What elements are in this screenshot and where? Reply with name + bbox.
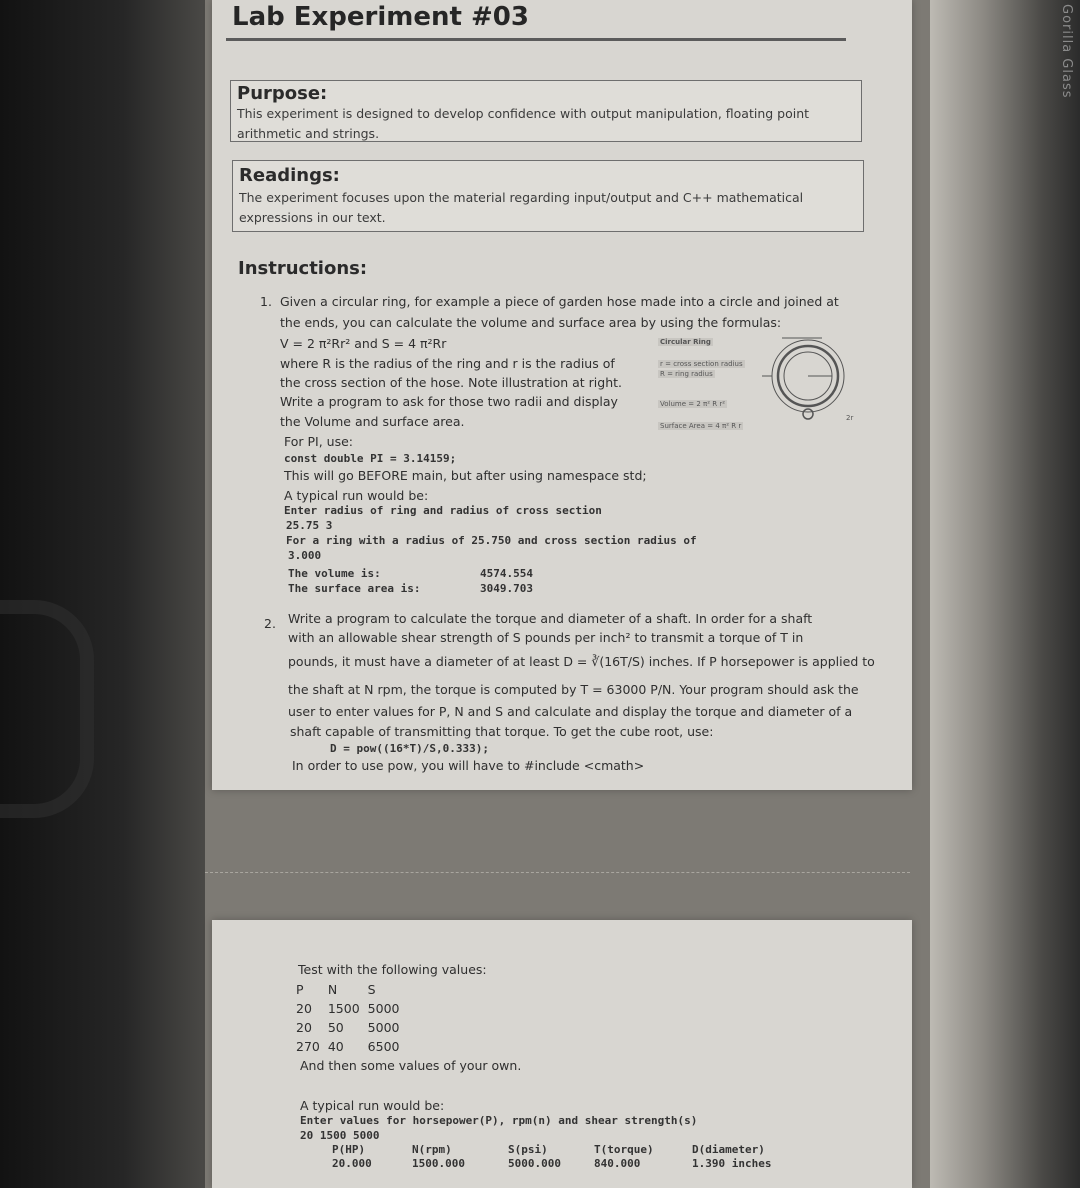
item2-line1: Write a program to calculate the torque and diameter of a shaft. In order for a shaft	[288, 611, 813, 626]
table-cell: 40	[327, 1039, 344, 1054]
item2-line6: shaft capable of transmitting that torque. To get the cube root, use:	[290, 724, 714, 739]
purpose-heading: Purpose:	[237, 83, 328, 104]
output-header: P(HP)	[332, 1143, 366, 1156]
run-line: Enter values for horsepower(P), rpm(n) and shear strength(s)	[300, 1114, 698, 1127]
item1-line3: where R is the radius of the ring and r is the radius of	[280, 356, 615, 371]
code-pow: D = pow((16*T)/S,0.333);	[330, 742, 489, 755]
output-header: N(rpm)	[412, 1143, 452, 1156]
output-value: 1500.000	[412, 1157, 465, 1170]
item1-line6: the Volume and surface area.	[280, 414, 465, 429]
readings-text: The experiment focuses upon the material regarding input/output and C++ mathematical expressions in our text.	[239, 190, 804, 225]
before-main-note: This will go BEFORE main, but after using namespace std;	[284, 468, 647, 483]
readings-heading: Readings:	[239, 165, 340, 186]
table-header-row	[296, 980, 407, 999]
item-number: 1.	[260, 294, 272, 309]
area-label: The surface area is:	[288, 582, 421, 595]
include-note: In order to use pow, you will have to #include <cmath>	[292, 758, 645, 773]
run-line: For a ring with a radius of 25.750 and cross section radius of	[286, 534, 697, 547]
table-cell: 6500	[367, 1039, 400, 1054]
run-line: 3.000	[288, 549, 322, 562]
column-header: N	[327, 982, 338, 997]
figure-label-2r: 2r	[846, 414, 854, 422]
monitor-bezel-left	[0, 0, 205, 1188]
item2-line5: user to enter values for P, N and S and calculate and display the torque and diameter of a	[288, 704, 853, 719]
output-header: S(psi)	[508, 1143, 548, 1156]
test-values-table	[296, 980, 407, 1056]
output-values	[332, 1157, 792, 1171]
bezel-label: Gorilla Glass	[1059, 4, 1074, 99]
item-number: 2.	[264, 616, 276, 631]
readings-section	[232, 160, 864, 232]
output-header: D(diameter)	[692, 1143, 765, 1156]
table-cell: 20	[296, 1001, 312, 1016]
ring-diagram-icon	[762, 332, 852, 430]
output-headers	[332, 1143, 792, 1157]
area-value: 3049.703	[480, 582, 533, 595]
document-page	[212, 0, 912, 790]
output-value: 1.390 inches	[692, 1157, 772, 1170]
brand-logo-mark	[0, 600, 94, 818]
figure-label-ring: R = ring radius	[660, 370, 713, 378]
monitor-bezel-right	[930, 0, 1080, 1188]
table-cell: 270	[296, 1039, 320, 1054]
output-header: T(torque)	[594, 1143, 654, 1156]
volume-label: The volume is:	[288, 567, 381, 580]
item2-line4: the shaft at N rpm, the torque is computed by T = 63000 P/N. Your program should ask the	[288, 682, 859, 697]
run-line: Enter radius of ring and radius of cross section	[284, 504, 602, 517]
title-divider	[226, 38, 846, 41]
run-line: 20 1500 5000	[300, 1129, 380, 1142]
instructions-heading: Instructions:	[238, 258, 368, 279]
table-cell: 5000	[367, 1001, 400, 1016]
item1-line2: the ends, you can calculate the volume and surface area by using the formulas:	[280, 315, 782, 330]
item2-line2: with an allowable shear strength of S pounds per inch² to transmit a torque of T in	[288, 630, 804, 645]
figure-title: Circular Ring	[660, 338, 711, 346]
document-page-2	[212, 920, 912, 1188]
code-pi: const double PI = 3.14159;	[284, 452, 457, 465]
test-heading: Test with the following values:	[298, 962, 487, 977]
item1-line5: Write a program to ask for those two radii and display	[280, 394, 618, 409]
pi-note: For PI, use:	[284, 434, 354, 449]
circular-ring-figure	[652, 330, 852, 430]
figure-label-volume: Volume = 2 π² R r²	[660, 400, 726, 408]
item1-line4: the cross section of the hose. Note illustration at right.	[280, 375, 623, 390]
table-cell: 50	[327, 1020, 344, 1035]
output-value: 20.000	[332, 1157, 372, 1170]
own-values-note: And then some values of your own.	[300, 1058, 522, 1073]
column-header: P	[296, 982, 304, 997]
table-row	[296, 1037, 407, 1056]
typical-run-label: A typical run would be:	[300, 1098, 445, 1113]
volume-value: 4574.554	[480, 567, 533, 580]
item1-formula: V = 2 π²Rr² and S = 4 π²Rr	[280, 336, 447, 351]
figure-label-area: Surface Area = 4 π² R r	[660, 422, 742, 430]
purpose-section	[230, 80, 862, 142]
table-cell: 5000	[367, 1020, 400, 1035]
item2-line3: pounds, it must have a diameter of at least D = ∛(16T/S) inches. If P horsepower is applied to	[288, 654, 875, 669]
table-row	[296, 999, 407, 1018]
page-break-divider	[205, 872, 910, 873]
item1-line1: Given a circular ring, for example a piece of garden hose made into a circle and joined at	[280, 294, 839, 309]
typical-run-label: A typical run would be:	[284, 488, 429, 503]
output-value: 840.000	[594, 1157, 641, 1170]
column-header: S	[367, 982, 376, 997]
table-cell: 1500	[327, 1001, 360, 1016]
purpose-text: This experiment is designed to develop confidence with output manipulation, floating point arithmetic and strings.	[237, 106, 810, 141]
figure-label-cross: r = cross section radius	[660, 360, 743, 368]
table-cell: 20	[296, 1020, 312, 1035]
table-row	[296, 1018, 407, 1037]
page-title: Lab Experiment #03	[232, 2, 529, 32]
run-line: 25.75 3	[286, 519, 333, 532]
output-value: 5000.000	[508, 1157, 561, 1170]
